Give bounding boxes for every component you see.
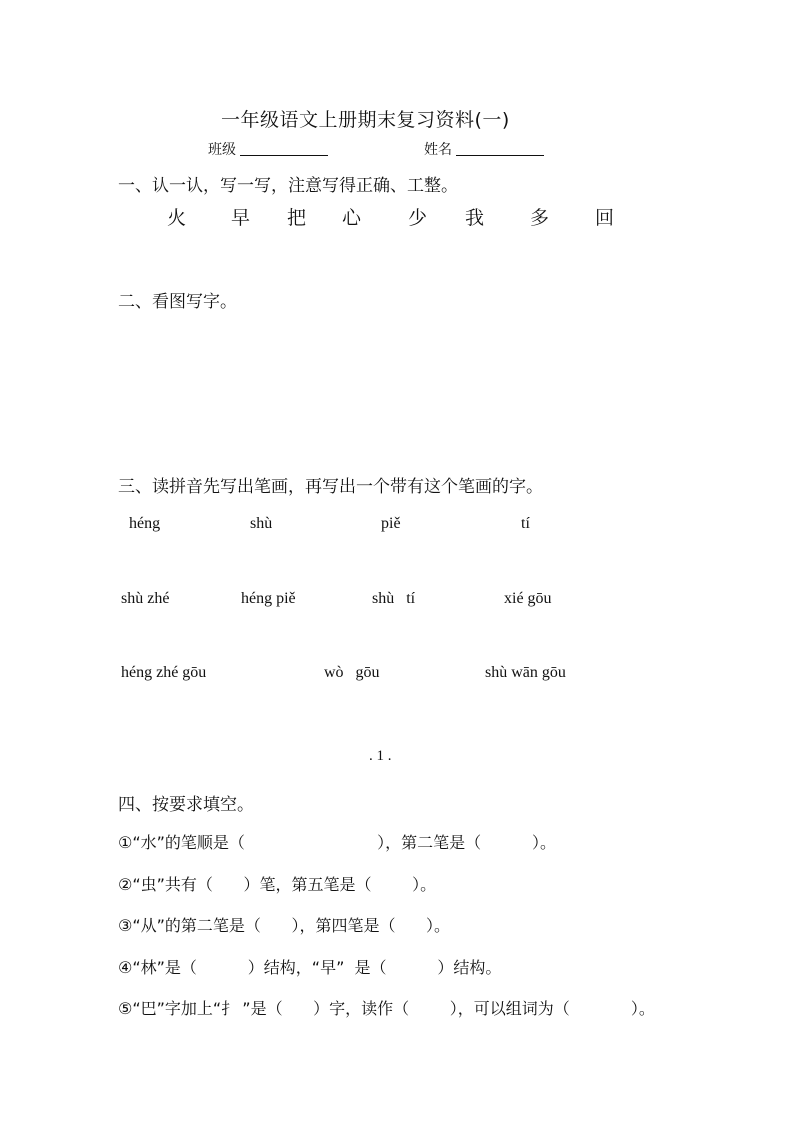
name-label: 姓名: [424, 142, 452, 158]
class-label: 班级: [208, 142, 236, 158]
char-item: 回: [595, 207, 615, 229]
pinyin-item: héng zhé gōu: [121, 664, 207, 681]
char-item: 把: [287, 207, 307, 229]
section3-heading: 三、读拼音先写出笔画，再写出一个带有这个笔画的字。: [118, 477, 543, 497]
fill-item-5: ⑤“巴”字加上“扌 ”是（ ）字，读作（ ），可以组词为（ ）。: [118, 999, 655, 1018]
char-item: 心: [342, 207, 362, 229]
class-input-line[interactable]: [240, 155, 328, 156]
pinyin-item: shù tí: [372, 590, 416, 607]
fill-item-1: ①“水”的笔顺是（ ），第二笔是（ ）。: [118, 833, 557, 852]
char-item: 火: [167, 207, 187, 229]
char-item: 少: [408, 207, 428, 229]
pinyin-item: héng piě: [241, 590, 296, 607]
section4-heading: 四、按要求填空。: [118, 795, 254, 815]
pinyin-item: héng: [129, 515, 161, 532]
fill-item-4: ④“林”是（ ）结构，“早” 是（ ）结构。: [118, 958, 502, 977]
pinyin-item: tí: [521, 515, 530, 532]
pinyin-item: shù wān gōu: [485, 664, 566, 681]
char-item: 我: [465, 207, 485, 229]
fill-item-2: ②“虫”共有（ ）笔，第五笔是（ ）。: [118, 875, 437, 894]
section1-heading: 一、认一认，写一写，注意写得正确、工整。: [118, 176, 458, 196]
pinyin-item: wò gōu: [324, 664, 380, 681]
page-number: . 1 .: [369, 748, 392, 764]
page-title: 一年级语文上册期末复习资料(一): [221, 109, 510, 131]
pinyin-item: piě: [381, 515, 401, 532]
char-item: 早: [231, 207, 251, 229]
pinyin-item: shù: [250, 515, 273, 532]
pinyin-item: shù zhé: [121, 590, 170, 607]
name-input-line[interactable]: [456, 155, 544, 156]
pinyin-item: xié gōu: [504, 590, 552, 607]
fill-item-3: ③“从”的第二笔是（ ），第四笔是（ ）。: [118, 916, 450, 935]
section2-heading: 二、看图写字。: [118, 292, 237, 312]
char-item: 多: [530, 207, 550, 229]
